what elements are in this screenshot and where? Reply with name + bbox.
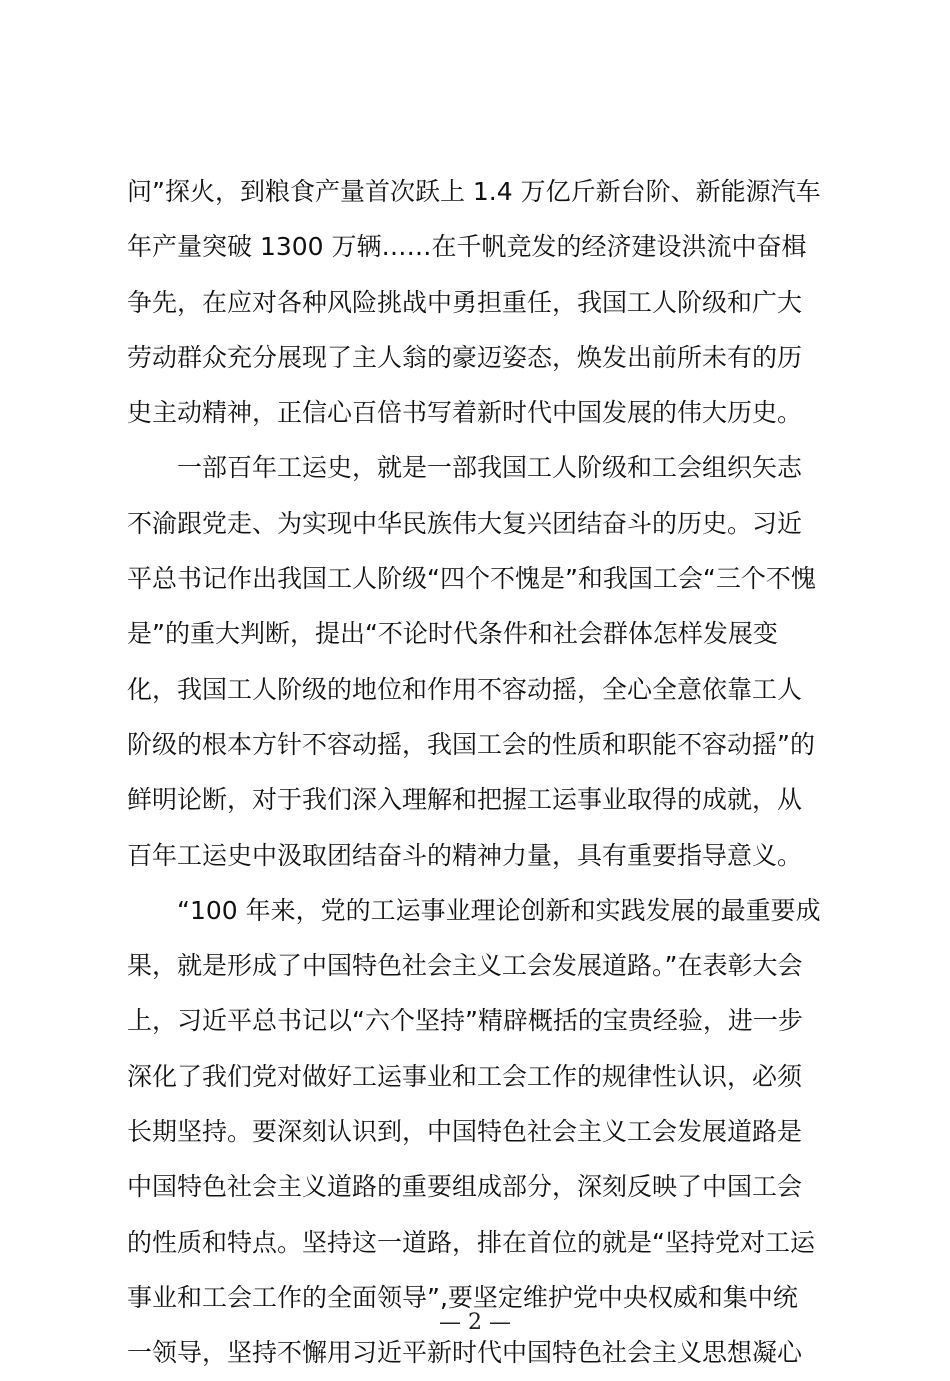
- document-body: [127, 164, 832, 1381]
- text-line: 不渝跟党走、为实现中华民族伟大复兴团结奋斗的历史。习近: [127, 508, 803, 538]
- text-line: 鲜明论断，对于我们深入理解和把握工运事业取得的成就，从: [127, 785, 803, 815]
- text-line: 的性质和特点。坚持这一道路，排在首位的就是“坚持党对工运: [127, 1227, 815, 1257]
- text-line: 一部百年工运史，就是一部我国工人阶级和工会组织矢志: [127, 453, 803, 483]
- text-line: 争先，在应对各种风险挑战中勇担重任，我国工人阶级和广大: [127, 287, 803, 317]
- text-line: 问”探火，到粮食产量首次跃上 1.4 万亿斤新台阶、新能源汽车: [127, 177, 821, 206]
- text-line: 劳动群众充分展现了主人翁的豪迈姿态，焕发出前所未有的历: [127, 342, 803, 372]
- text-line: 长期坚持。要深刻认识到，中国特色社会主义工会发展道路是: [127, 1117, 803, 1147]
- text-line: 平总书记作出我国工人阶级“四个不愧是”和我国工会“三个不愧: [127, 564, 816, 594]
- text-line: 中国特色社会主义道路的重要组成部分，深刻反映了中国工会: [127, 1172, 803, 1202]
- text-line: 史主动精神，正信心百倍书写着新时代中国发展的伟大历史。: [127, 398, 803, 428]
- text-line: 上，习近平总书记以“六个坚持”精辟概括的宝贵经验，进一步: [127, 1006, 803, 1036]
- text-line: 是”的重大判断，提出“不论时代条件和社会群体怎样发展变: [127, 619, 778, 649]
- text-line: 事业和工会工作的全面领导”,要坚定维护党中央权威和集中统: [127, 1282, 798, 1312]
- text-line: 百年工运史中汲取团结奋斗的精神力量，具有重要指导意义。: [127, 840, 803, 870]
- text-line: 深化了我们党对做好工运事业和工会工作的规律性认识，必须: [127, 1061, 803, 1091]
- text-line: 年产量突破 1300 万辆……在千帆竞发的经济建设洪流中奋楫: [127, 232, 807, 262]
- text-line: 化，我国工人阶级的地位和作用不容动摇，全心全意依靠工人: [127, 674, 803, 704]
- text-line: 一领导，坚持不懈用习近平新时代中国特色社会主义思想凝心: [127, 1338, 803, 1368]
- page-number: — 2 —: [439, 1310, 511, 1335]
- text-line: 阶级的根本方针不容动摇，我国工会的性质和职能不容动摇”的: [127, 729, 815, 759]
- text-line: “100 年来，党的工运事业理论创新和实践发展的最重要成: [127, 895, 821, 925]
- text-line: 果，就是形成了中国特色社会主义工会发展道路。”在表彰大会: [127, 951, 803, 981]
